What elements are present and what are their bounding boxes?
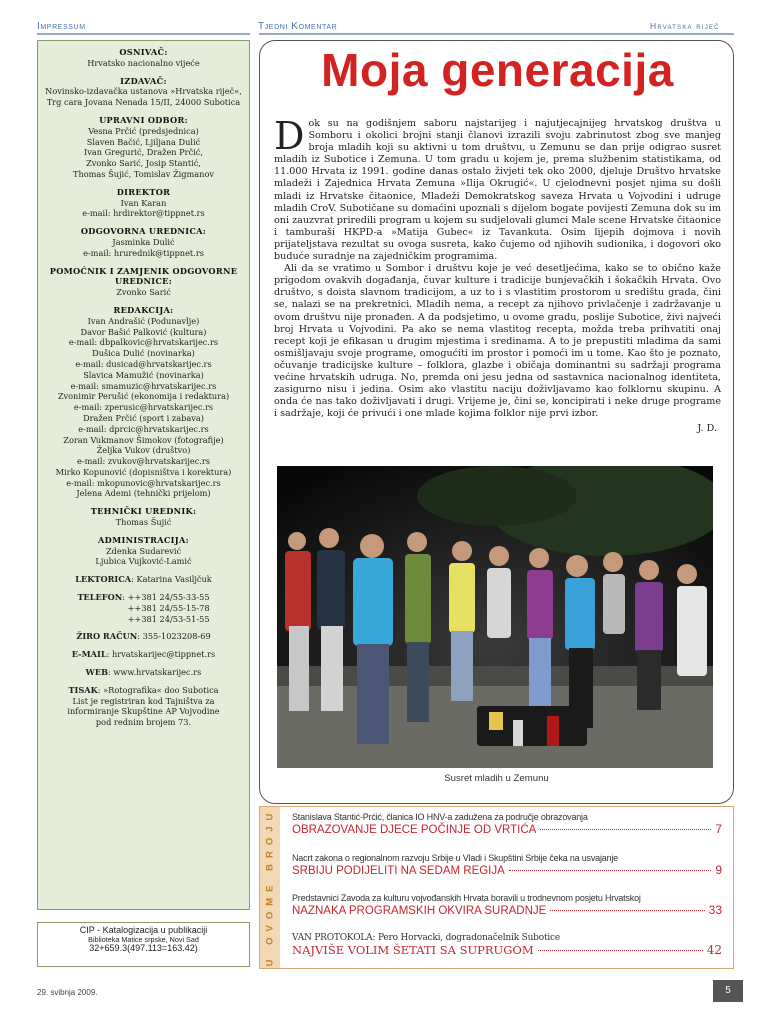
cip-code: 32+659.3(497.113=163.42) bbox=[89, 943, 198, 953]
telefon-row: TELEFON: ++381 24/55-33-55 ++381 24/55-15-78 ++381 24/53-51-55 bbox=[77, 592, 210, 624]
lektorica-label: LEKTORICA bbox=[75, 574, 132, 585]
section-line: e-mail: dprcic@hrvatskarijec.rs bbox=[78, 423, 209, 434]
impressum-section bbox=[44, 187, 243, 219]
ziro-row: ŽIRO RAČUN: 355-1023208-69 bbox=[76, 631, 211, 642]
impressum-box bbox=[37, 40, 250, 910]
section-heading: UPRAVNI ODBOR bbox=[99, 114, 185, 125]
impressum-section: IZDAVAČ: Novinsko-izdavačka ustanova »Hrvatska riječ«, Trg cara Jovana Nenada 15/II, 24000 Subotica bbox=[45, 75, 242, 108]
header-rule-left bbox=[37, 33, 250, 35]
section-line: e-mail: zperusic@hrvatskarijec.rs bbox=[73, 402, 214, 413]
drop-cap: D bbox=[274, 114, 305, 158]
section-line: e-mail: dbpalkovic@hrvatskarijec.rs bbox=[68, 337, 219, 348]
cip-line: Biblioteka Matice srpske, Novi Sad bbox=[88, 935, 199, 944]
toc-dots bbox=[540, 829, 711, 830]
toc-item-title: NAJVIŠE VOLIM ŠETATI SA SUPRUGOM bbox=[292, 943, 534, 957]
toc-item-title: OBRAZOVANJE DJECE POČINJE OD VRTIĆA bbox=[292, 824, 537, 836]
photo-caption: Susret mladih u Zemunu bbox=[444, 773, 549, 784]
section-line: Ivan Gregurić, Dražen Prčić, bbox=[84, 147, 203, 158]
section-heading: OSNIVAČ bbox=[119, 47, 165, 57]
section-line: Hrvatsko nacionalno vijeće bbox=[87, 57, 200, 68]
section-heading: REDAKCIJA bbox=[113, 304, 171, 315]
toc-item-subtitle: Stanislava Stantić-Prćić, članica IO HNV-a zadužena za područje obrazovanja bbox=[292, 812, 588, 822]
lektorica-row: LEKTORICA: Katarina Vasiljčuk bbox=[75, 574, 212, 585]
article-body bbox=[274, 114, 721, 435]
email-value[interactable]: hrvatskarijec@tippnet.rs bbox=[111, 649, 216, 660]
tisak-label: TISAK bbox=[68, 684, 98, 695]
toc-side-label: U OVOME BROJU bbox=[264, 807, 276, 967]
section-line: Ivan Andrašić (Podunavlje) bbox=[87, 315, 200, 326]
web-label: WEB bbox=[85, 667, 109, 678]
toc-item[interactable] bbox=[292, 933, 722, 957]
section-line: Ljubica Vujković-Lamić bbox=[95, 556, 192, 567]
article-photo bbox=[277, 466, 713, 768]
header-rule-right bbox=[259, 33, 734, 35]
page-number: 5 bbox=[713, 980, 743, 1002]
section-line: Vesna Prčić (predsjednica) bbox=[88, 125, 199, 136]
ziro-label: ŽIRO RAČUN bbox=[76, 631, 138, 642]
section-line: e-mail: smamuzic@hrvatskarijec.rs bbox=[70, 380, 217, 391]
email-label: E-MAIL bbox=[71, 649, 107, 660]
tisak-line: pod rednim brojem 73. bbox=[95, 717, 192, 728]
lektorica-value: Katarina Vasiljčuk bbox=[136, 574, 212, 585]
section-line: Slavica Mamužić (novinarka) bbox=[83, 369, 204, 380]
toc-box bbox=[259, 806, 734, 969]
section-heading: TEHNIČKI UREDNIK bbox=[90, 506, 193, 517]
impressum-section: POMOĆNIK I ZAMJENIK ODGOVORNE UREDNICE: Zvonko Sarić bbox=[44, 266, 243, 298]
impressum-section: UPRAVNI ODBOR: Vesna Prčić (predsjednica) Slaven Bačić, Ljiljana Dulić Ivan Gregurić, Dražen Prčić, Zvonko Sarić, Josip Stantić, Thomas Šujić, Tomislav Žigmanov bbox=[44, 115, 243, 180]
toc-side-band bbox=[260, 807, 280, 968]
section-line: e-mail: dusicad@hrvatskarijec.rs bbox=[75, 358, 212, 369]
email-row: E-MAIL: hrvatskarijec@tippnet.rs bbox=[71, 649, 216, 660]
toc-dots bbox=[550, 910, 704, 911]
section-heading: DIREKTOR bbox=[116, 186, 171, 197]
section-line: e-mail: zvukov@hrvatskarijec.rs bbox=[76, 456, 211, 467]
toc-item-subtitle: VAN PROTOKOLA: Pero Horvacki, dogradonačelnik Subotice bbox=[292, 933, 561, 943]
toc-item-title: NAZNAKA PROGRAMSKIH OKVIRA SURADNJE bbox=[292, 905, 547, 917]
toc-item[interactable] bbox=[292, 893, 722, 917]
section-line: Jasminka Dulić bbox=[112, 236, 175, 247]
impressum-section: REDAKCIJA: Ivan Andrašić (Podunavlje) Davor Bašić Palković (kultura) e-mail: dbpalkovic@hrvatskarijec.rs Dušica Dulić (novinarka) e-mail: dusicad@hrvatskarijec.rs Slavica Mamužić (novinarka) e-mail: smamuzic@hrvatskarijec.rs Zvonimir Perušić (ekonomija i redaktura) e-mail: zperusic@hrvatskarijec.rs Dražen Prčić (sport i zabava) e-mail: dprcic@hrvatskarijec.rs Zoran Vukmanov Šimokov (fotografije) Željka Vukov (društvo) e-mail: zvukov@hrvatskarijec.rs Mirko Kopunović (dopisništva i korektura) e-mail: mkopunovic@hrvatskarijec.rs Jelena Ademi (tehnički prijelom) bbox=[44, 305, 243, 499]
header-right-label: Hrvatska riječ bbox=[650, 21, 720, 31]
toc-item-subtitle: Nacrt zakona o regionalnom razvoju Srbije u Vladi i Skupštini Srbije čeka na usvajanje bbox=[292, 853, 618, 863]
toc-item[interactable] bbox=[292, 853, 722, 877]
article-signature: J. D. bbox=[697, 423, 717, 435]
header-left-label: Impressum bbox=[37, 21, 86, 32]
section-line: Trg cara Jovana Nenada 15/II, 24000 Subotica bbox=[46, 97, 241, 108]
article-paragraph: Ali da se vratimo u Sombor i društvu koje je već desetljećima, kako se to obično kaže prigodom ovakvih događanja, čuvar kulture i tradicije bunjevačkih i šokačkih Hrvata. Ovo društvo, s doista slavnom tradicijom, a uz to i s vlastitim prostorom u središtu grada, čini se, nalazi se na prekretnici. Mladih nema, a recept za njihovo privlačenje i zadržavanje u ovom društvu nije pronađen. A da podsjetimo, u ovome gradu, poslije Subotice, živi najveći broj Hrvata u Vojvodini. Pa ako se nema vlastitog recepta, možda treba prihvatiti onaj recept koji je efikasan u drugim mjestima i sredinama. A to je prepustiti mladima da sami osmišljavaju svoje programe, omogućiti im prostor i pomoći im u tome. Kao što je poznato, očuvanje tradicijske kulture – folklora, glazbe i običaja dominantni su sadržaji programa većine hrvatskih udruga. No, premda oni jesu jedna od sastavnica nacionalnog identiteta, zasigurno nisu i jedina. Osim ako vlastitu naciju doživljavamo kao folklornu skupinu. A onda će nas tako doživljavati i drugi. Vrijeme je, čini se, koncipirati i neke druge programe i sadržaje, koji će privući i one mlade kojima folklor nije prvi izbor. bbox=[274, 263, 721, 420]
section-line: Thomas Šujić bbox=[115, 517, 172, 528]
section-line: Zdenka Sudarević bbox=[105, 545, 182, 556]
section-heading: IZDAVAČ bbox=[120, 75, 164, 86]
page-header bbox=[0, 0, 768, 36]
section-line: Ivan Karan bbox=[120, 197, 167, 208]
article-title: Moja generacija bbox=[321, 44, 674, 96]
toc-item[interactable] bbox=[292, 812, 722, 836]
tisak-line: List je registriran kod Tajništva za bbox=[72, 695, 215, 706]
section-line: Mirko Kopunović (dopisništva i korektura) bbox=[55, 466, 232, 477]
header-center-label: Tjedni Komentar bbox=[258, 21, 338, 32]
article-paragraph: Dok su na godišnjem saboru najstarijeg i najutjecajnijeg hrvatskog društva u Somboru i okolici brojni stanji članovi izrazili svoju zabrinutost zbog sve manjeg broja mladih koji su aktivni u tom društvu, u Zemunu se dan prije odigrao susret mladih iz Subotice i Zemuna. U tom gradu u kojem je, prema službenim statistikama, od 11.000 Hrvata iz 1991. godine danas ostalo živjeti tek oko 2000, djeluje Društvo hrvatske mladeži i Zajednica Hrvata Zemuna »Ilija Okrugić«. U cjelodnevni posjet njima su došli mladi iz Hrvatske čitaonice, Mladeži Demokratskog saveza Hrvata u Vojvodini i udruge mladih CroV. Subotičane su domaćini upoznali s dijelom bogate povijesti Zemuna dok su im oni zauzvrat priredili program u kojem su sudjelovali glumci Male scene Hrvatske čitaonice i tamburaši HKPD-a »Matija Gubec« iz Tavankuta. Osim lijepih dojmova i novih prijateljstava rezultat su ovoga susreta, kako čujemo od njihovih sudionika, i dogovori oko buduće suradnje na zajedničkim programima. bbox=[274, 114, 721, 263]
section-line: e-mail: hrdirektor@tippnet.rs bbox=[82, 208, 205, 219]
section-line: Davor Bašić Palković (kultura) bbox=[80, 326, 207, 337]
section-line: Dražen Prčić (sport i zabava) bbox=[83, 412, 204, 423]
section-line: Zvonko Sarić, Josip Stantić, bbox=[86, 158, 201, 169]
section-line: Željka Vukov (društvo) bbox=[96, 445, 191, 456]
section-line: e-mail: mkopunovic@hrvatskarijec.rs bbox=[66, 477, 221, 488]
impressum-section: OSNIVAČ: Hrvatsko nacionalno vijeće bbox=[44, 47, 243, 69]
toc-item-title: SRBIJU PODIJELITI NA SEDAM REGIJA bbox=[292, 865, 505, 877]
telefon-value: ++381 24/55-33-55 bbox=[127, 592, 210, 603]
section-line: Novinsko-izdavačka ustanova »Hrvatska riječ«, bbox=[45, 86, 242, 97]
section-line: Zvonko Sarić bbox=[116, 287, 171, 298]
impressum-section: ODGOVORNA UREDNICA: Jasminka Dulić e-mail: hrurednik@tippnet.rs bbox=[44, 226, 243, 258]
tisak-line: informiranje Skupštine AP Vojvodine bbox=[67, 706, 220, 717]
toc-dots bbox=[509, 870, 712, 871]
issue-date: 29. svibnja 2009. bbox=[37, 988, 98, 997]
telefon-label: TELEFON bbox=[77, 592, 123, 603]
web-row: WEB: www.hrvatskarijec.rs bbox=[85, 667, 202, 678]
section-heading: ADMINISTRACIJA bbox=[98, 534, 186, 545]
toc-item-page: 33 bbox=[708, 903, 722, 917]
tisak-value: »Rotografika« doo Subotica bbox=[103, 684, 219, 695]
section-line: Zoran Vukmanov Šimokov (fotografije) bbox=[63, 434, 224, 445]
toc-item-page: 9 bbox=[715, 863, 722, 877]
telefon-value: ++381 24/55-15-78 bbox=[127, 602, 210, 613]
tisak-row: TISAK: »Rotografika« doo Subotica List je registriran kod Tajništva za informiranje Skupštine AP Vojvodine pod rednim brojem 73. bbox=[44, 685, 243, 728]
section-line: Thomas Šujić, Tomislav Žigmanov bbox=[72, 168, 215, 179]
party-photo-illustration bbox=[277, 466, 713, 768]
section-heading: POMOĆNIK I ZAMJENIK ODGOVORNE UREDNICE bbox=[49, 265, 238, 287]
toc-item-page: 42 bbox=[706, 943, 722, 957]
impressum-section: ADMINISTRACIJA: Zdenka Sudarević Ljubica Vujković-Lamić bbox=[44, 535, 243, 567]
cip-box bbox=[37, 922, 250, 967]
impressum-section: TEHNIČKI UREDNIK: Thomas Šujić bbox=[44, 506, 243, 528]
section-line: Dušica Dulić (novinarka) bbox=[92, 348, 195, 359]
section-line: Jelena Ademi (tehnički prijelom) bbox=[76, 488, 211, 499]
cip-line: CIP - Katalogizacija u publikaciji bbox=[79, 925, 208, 935]
telefon-value: ++381 24/53-51-55 bbox=[127, 613, 210, 624]
toc-dots bbox=[538, 950, 703, 951]
section-line: Zvonimir Perušić (ekonomija i redaktura) bbox=[57, 391, 230, 402]
toc-item-subtitle: Predstavnici Zavoda za kulturu vojvođanskih Hrvata boravili u trodnevnom posjetu Hrvatskoj bbox=[292, 893, 641, 903]
ziro-value: 355-1023208-69 bbox=[142, 631, 211, 642]
section-heading: ODGOVORNA UREDNICA bbox=[80, 226, 203, 237]
web-value[interactable]: www.hrvatskarijec.rs bbox=[113, 667, 202, 678]
section-line: Slaven Bačić, Ljiljana Dulić bbox=[86, 136, 201, 147]
toc-item-page: 7 bbox=[715, 822, 722, 836]
section-line: e-mail: hrurednik@tippnet.rs bbox=[83, 247, 204, 258]
